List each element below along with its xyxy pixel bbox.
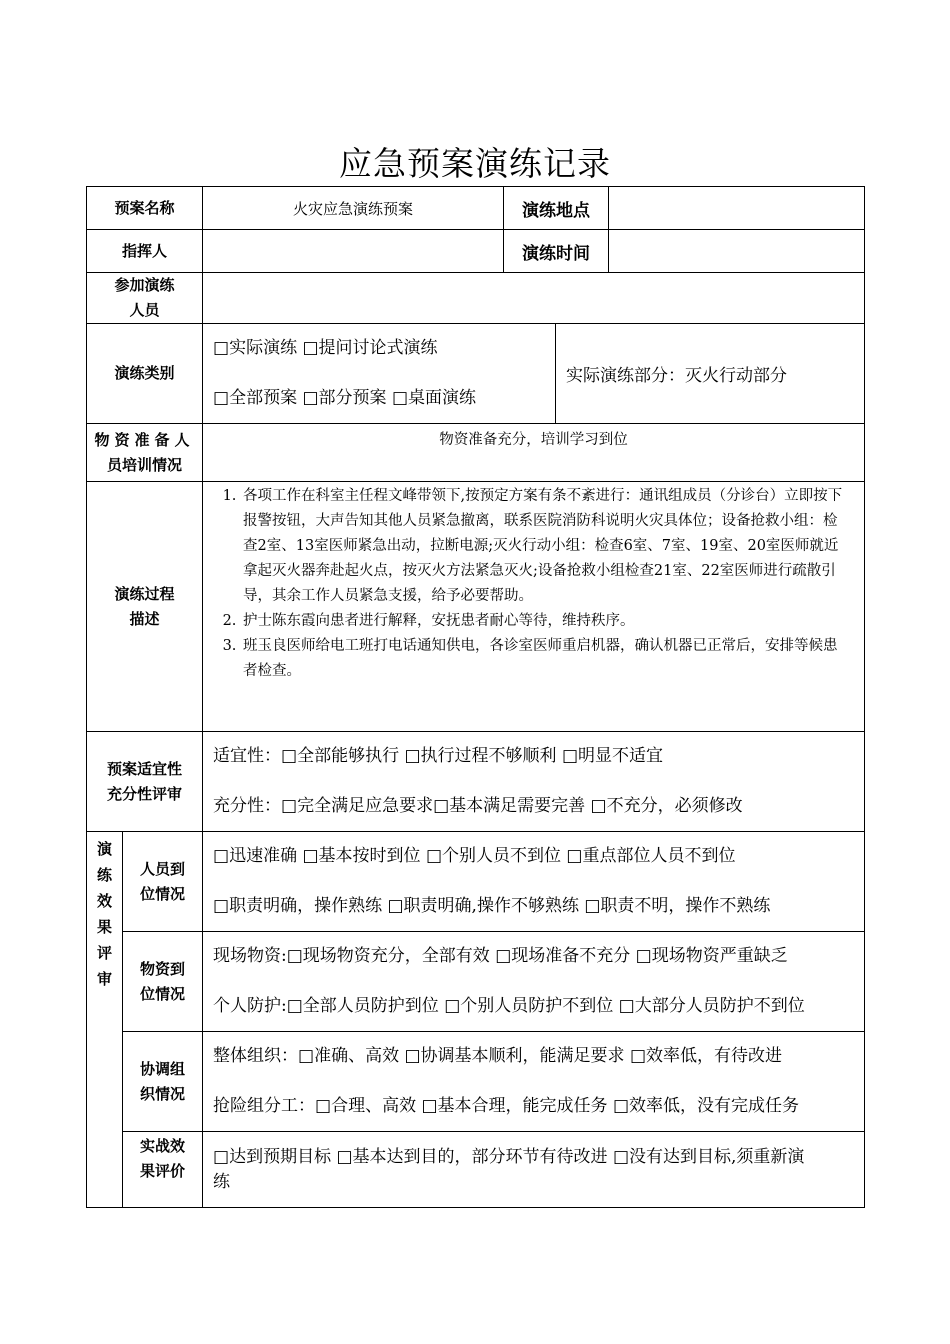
- effect-char: 审: [96, 970, 112, 988]
- suitability-line2[interactable]: 充分性：□完全满足应急要求□基本满足需要完善 □不充分，必须修改: [213, 796, 743, 816]
- materials-training-value: 物资准备充分，培训学习到位: [203, 424, 865, 482]
- combat-label-line2: 果评价: [140, 1162, 186, 1180]
- personnel-label-line2: 位情况: [140, 884, 186, 903]
- materials-row: [87, 932, 865, 1032]
- suitability-label: [87, 732, 203, 832]
- drill-type-label: 演练类别: [87, 324, 203, 424]
- materials-training-label-line1: 物资准备人: [94, 430, 195, 449]
- time-label: 演练时间: [504, 230, 609, 273]
- personnel-label-line1: 人员到: [140, 859, 186, 878]
- process-step: 1. 各项工作在科室主任程文峰带领下,按预定方案有条不紊进行：通讯组成员（分诊台）立即按下报警按钮，大声告知其他人员紧急撤离，联系医院消防科说明火灾具体位；设备抢救小组：检查2室、13室医师紧急出动，拉断电源;灭火行动小组：检查6室、7室、19室、20室医师就近拿起灭火器奔赴起火点，按灭火方法紧急灭火;设备抢救小组检查21室、22室医师进行疏散引导，其余工作人员紧急支援，给予必要帮助。: [241, 484, 850, 609]
- materials-line2[interactable]: 个人防护:□全部人员防护到位 □个别人员防护不到位 □大部分人员防护不到位: [213, 996, 805, 1016]
- process-row: [87, 482, 865, 732]
- coordination-label: [123, 1032, 203, 1132]
- drill-type-part: 实际演练部分：灭火行动部分: [556, 324, 865, 424]
- materials-label-line2: 位情况: [140, 984, 186, 1003]
- commander-value[interactable]: [203, 230, 504, 273]
- combat-label: [123, 1132, 203, 1208]
- effect-char: 评: [96, 944, 112, 962]
- process-steps: [203, 484, 864, 684]
- combat-options: [203, 1132, 865, 1208]
- process-label-line2: 描述: [129, 609, 160, 628]
- location-value[interactable]: [609, 187, 865, 230]
- process-description: [203, 482, 865, 732]
- participants-row: [87, 273, 865, 324]
- plan-name-value[interactable]: 火灾应急演练预案: [203, 187, 504, 230]
- coordination-line2[interactable]: 抢险组分工：□合理、高效 □基本合理，能完成任务 □效率低，没有完成任务: [213, 1096, 800, 1116]
- coordination-label-line1: 协调组: [140, 1059, 186, 1078]
- materials-training-label: [87, 424, 203, 482]
- participants-label-line2: 人员: [129, 301, 160, 319]
- suitability-options: [203, 732, 865, 832]
- drill-type-options: [203, 324, 556, 424]
- materials-label: [123, 932, 203, 1032]
- drill-record-table: [86, 186, 865, 1208]
- suitability-label-line1: 预案适宜性: [107, 759, 183, 778]
- suitability-row: [87, 732, 865, 832]
- personnel-options: [203, 832, 865, 932]
- combat-label-line1: 实战效: [140, 1137, 186, 1155]
- combat-line2: 练: [213, 1172, 231, 1192]
- plan-row: [87, 187, 865, 230]
- materials-training-label-line2: 员培训情况: [107, 455, 183, 474]
- effect-review-label: [87, 832, 123, 1208]
- time-value[interactable]: [609, 230, 865, 273]
- personnel-line1[interactable]: □迅速准确 □基本按时到位 □个别人员不到位 □重点部位人员不到位: [213, 846, 736, 866]
- effect-char: 效: [96, 892, 112, 910]
- effect-char: 练: [96, 866, 112, 884]
- commander-label: 指挥人: [87, 230, 203, 273]
- page-title: 应急预案演练记录: [339, 144, 611, 183]
- location-label: 演练地点: [504, 187, 609, 230]
- materials-training-row: [87, 424, 865, 482]
- commander-row: [87, 230, 865, 273]
- personnel-line2[interactable]: □职责明确，操作熟练 □职责明确,操作不够熟练 □职责不明，操作不熟练: [213, 896, 771, 916]
- drill-type-line2[interactable]: □全部预案 □部分预案 □桌面演练: [213, 388, 477, 408]
- process-step: 2. 护士陈东霞向患者进行解释，安抚患者耐心等待，维持秩序。: [241, 609, 850, 634]
- materials-options: [203, 932, 865, 1032]
- effect-char: 演: [96, 840, 112, 858]
- plan-name-label: 预案名称: [87, 187, 203, 230]
- personnel-row: [87, 832, 865, 932]
- drill-type-row: [87, 324, 865, 424]
- personnel-label: [123, 832, 203, 932]
- process-label-line1: 演练过程: [114, 584, 175, 603]
- suitability-line1[interactable]: 适宜性：□全部能够执行 □执行过程不够顺利 □明显不适宜: [213, 746, 664, 766]
- coordination-row: [87, 1032, 865, 1132]
- materials-line1[interactable]: 现场物资:□现场物资充分，全部有效 □现场准备不充分 □现场物资严重缺乏: [213, 946, 788, 966]
- participants-label: [87, 273, 203, 324]
- coordination-options: [203, 1032, 865, 1132]
- suitability-label-line2: 充分性评审: [107, 784, 183, 803]
- combat-row: [87, 1132, 865, 1208]
- participants-value[interactable]: [203, 273, 865, 324]
- materials-label-line1: 物资到: [140, 959, 186, 978]
- process-label: [87, 482, 203, 732]
- coordination-label-line2: 织情况: [140, 1084, 186, 1103]
- coordination-line1[interactable]: 整体组织：□准确、高效 □协调基本顺利，能满足要求 □效率低，有待改进: [213, 1046, 783, 1066]
- combat-line1[interactable]: □达到预期目标 □基本达到目的，部分环节有待改进 □没有达到目标,须重新演: [213, 1147, 805, 1167]
- participants-label-line1: 参加演练: [114, 276, 175, 294]
- process-step: 3. 班玉良医师给电工班打电话通知供电，各诊室医师重启机器，确认机器已正常后，安排等候患者检查。: [241, 634, 850, 684]
- effect-char: 果: [96, 918, 112, 936]
- drill-type-line1[interactable]: □实际演练 □提问讨论式演练: [213, 338, 438, 358]
